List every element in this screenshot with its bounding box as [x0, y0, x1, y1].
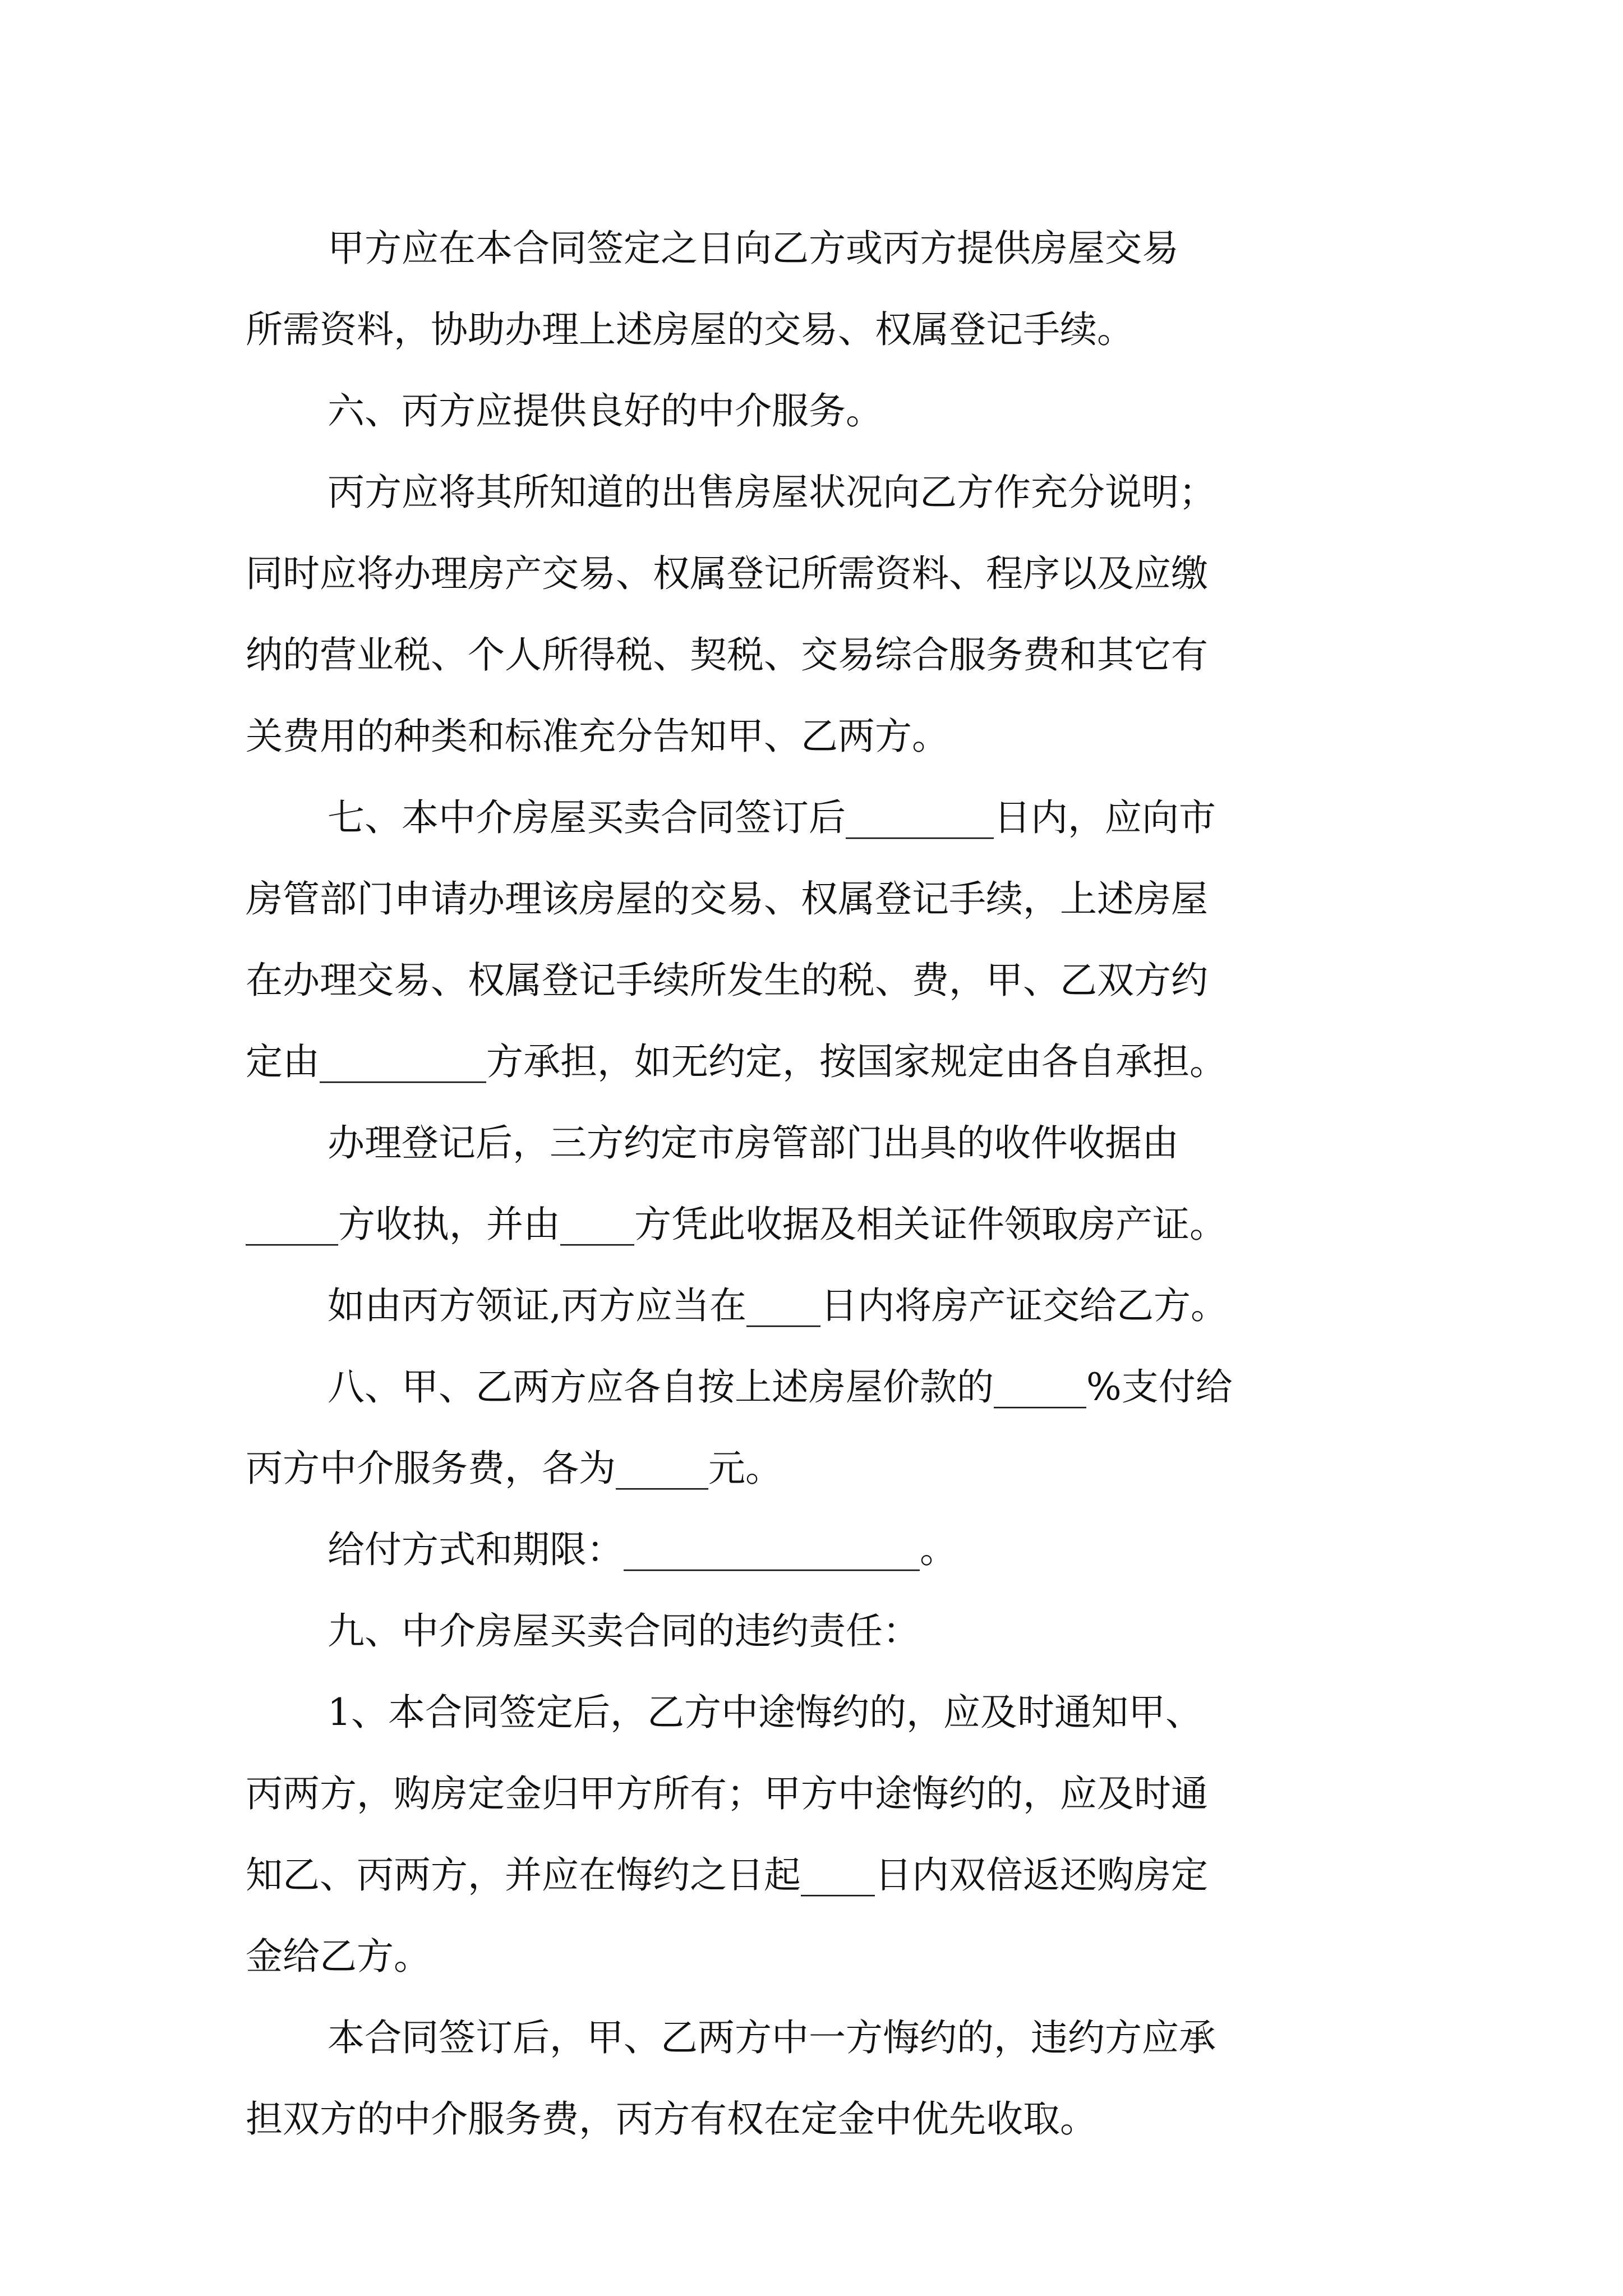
text-line: _____方收执，并由____方凭此收据及相关证件领取房产证。 [246, 1203, 1227, 1246]
text-line: 在办理交易、权属登记手续所发生的税、费，甲、乙双方约 [246, 959, 1208, 1002]
text-line: 给付方式和期限：________________。 [328, 1528, 957, 1571]
text-line: 知乙、丙两方，并应在悔约之日起____日内双倍返还购房定 [246, 1853, 1208, 1897]
text-line: 办理登记后，三方约定市房管部门出具的收件收据由 [328, 1121, 1179, 1165]
text-line: 同时应将办理房产交易、权属登记所需资料、程序以及应缴 [246, 552, 1208, 595]
document-body [246, 208, 1390, 2160]
text-line: 房管部门申请办理该房屋的交易、权属登记手续，上述房屋 [246, 877, 1208, 921]
text-line: 如由丙方领证,丙方应当在____日内将房产证交给乙方。 [328, 1284, 1228, 1327]
text-line: 丙方应将其所知道的出售房屋状况向乙方作充分说明； [328, 471, 1216, 514]
text-line: 甲方应在本合同签定之日向乙方或丙方提供房屋交易 [328, 227, 1179, 270]
text-line: 担双方的中介服务费，丙方有权在定金中优先收取。 [246, 2097, 1097, 2141]
section-heading: 八、甲、乙两方应各自按上述房屋价款的_____%支付给 [328, 1365, 1233, 1409]
text-line: 所需资料，协助办理上述房屋的交易、权属登记手续。 [246, 308, 1134, 351]
section-heading: 七、本中介房屋买卖合同签订后________日内，应向市 [328, 796, 1216, 839]
text-line: 金给乙方。 [246, 1935, 431, 1978]
text-line: 丙两方，购房定金归甲方所有；甲方中途悔约的，应及时通 [246, 1772, 1208, 1815]
text-line: 本合同签订后，甲、乙两方中一方悔约的，违约方应承 [328, 2016, 1216, 2059]
text-line: 1、本合同签定后，乙方中途悔约的，应及时通知甲、 [328, 1691, 1202, 1734]
section-heading: 六、丙方应提供良好的中介服务。 [328, 389, 883, 432]
text-line: 关费用的种类和标准充分告知甲、乙两方。 [246, 715, 949, 758]
section-heading: 九、中介房屋买卖合同的违约责任： [328, 1609, 920, 1653]
text-line: 纳的营业税、个人所得税、契税、交易综合服务费和其它有 [246, 633, 1208, 677]
text-line: 丙方中介服务费，各为_____元。 [246, 1447, 782, 1490]
text-line: 定由_________方承担，如无约定，按国家规定由各自承担。 [246, 1040, 1227, 1083]
